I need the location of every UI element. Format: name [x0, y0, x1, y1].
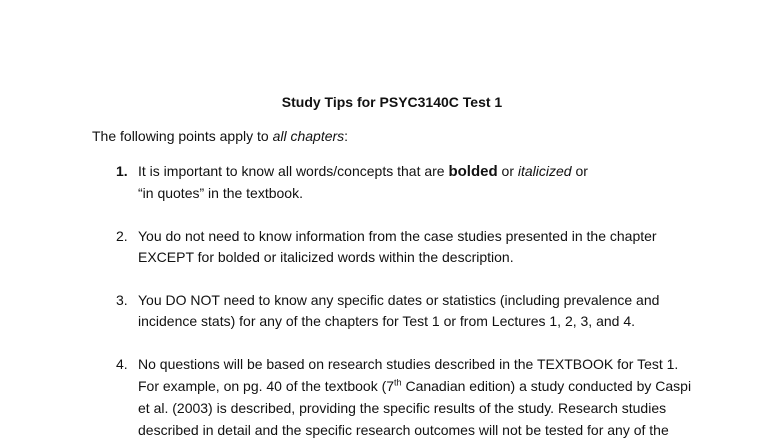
list-item-1-line-1 [138, 160, 588, 183]
item4-text-before: For example, on pg. 40 of the textbook (7 [138, 378, 395, 394]
list-item-3-line-1: You DO NOT need to know any specific dates or statistics (including prevalence and [138, 292, 660, 308]
edition-superscript: th [394, 377, 402, 388]
italicized-keyword: italicized [517, 163, 572, 179]
list-item-3-line-2: incidence stats) for any of the chapters for Test 1 or from Lectures 1, 2, 3, and 4. [138, 313, 635, 329]
bolded-keyword: bolded [448, 163, 498, 180]
list-number-4: 4. [116, 356, 128, 372]
intro-text-after: : [344, 128, 349, 144]
list-item-1-line-2: “in quotes” in the textbook. [138, 185, 303, 201]
list-item-2-line-1: You do not need to know information from the case studies presented in the chapter [138, 228, 657, 244]
item1-text-after: or [571, 163, 588, 179]
list-item-2-line-2: EXCEPT for bolded or italicized words within the description. [138, 249, 514, 265]
list-item-4-line-3: et al. (2003) is described, providing the specific results of the study. Research studies [138, 400, 667, 416]
intro-text-before: The following points apply to [92, 128, 273, 144]
list-item-4-line-1: No questions will be based on research studies described in the TEXTBOOK for Test 1. [138, 356, 679, 372]
list-item-4-line-2 [138, 375, 691, 397]
list-number-2: 2. [116, 228, 128, 244]
list-number-3: 3. [116, 292, 128, 308]
item1-text-middle: or [497, 163, 518, 179]
list-number-1: 1. [116, 163, 128, 179]
item1-text-before: It is important to know all words/concepts that are [138, 163, 449, 179]
list-item-4-line-4: described in detail and the specific research outcomes will not be tested for any of the [138, 422, 669, 438]
intro-emphasis: all chapters [272, 128, 345, 144]
item4-text-after: Canadian edition) a study conducted by Caspi [401, 378, 692, 394]
document-title: Study Tips for PSYC3140C Test 1 [281, 94, 503, 110]
intro-paragraph [92, 127, 348, 145]
